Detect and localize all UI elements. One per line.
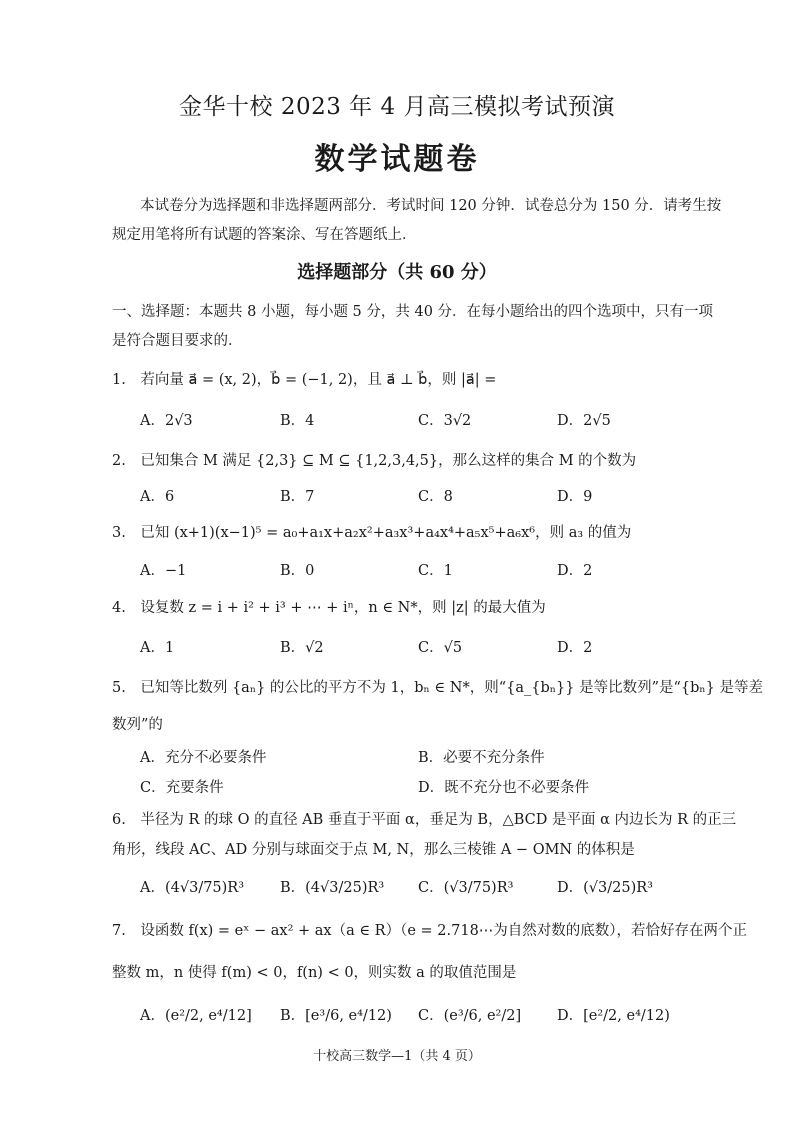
question-5-option-c: C．充要条件	[140, 780, 224, 796]
question-7-option-d: D．[e²/2, e⁴/12)	[557, 1008, 670, 1024]
question-7-option-c: C．(e³/6, e²/2]	[418, 1008, 522, 1024]
page-footer: 十校高三数学—1（共 4 页）	[313, 1049, 481, 1064]
question-5-option-d: D．既不充分也不必要条件	[418, 780, 590, 796]
question-2-option-a: A．6	[140, 489, 175, 505]
question-6-option-c: C．(√3/75)R³	[418, 880, 514, 896]
question-2-option-b: B．7	[280, 489, 315, 505]
question-1-option-d: D．2√5	[557, 413, 611, 429]
question-1-option-a: A．2√3	[140, 413, 193, 429]
question-3-stem: 3. 已知 (x+1)(x−1)⁵ = a₀+a₁x+a₂x²+a₃x³+a₄x⁴+a₅x⁵+a₆x⁶，则 a₃ 的值为	[112, 525, 632, 541]
exam-title: 金华十校 2023 年 4 月高三模拟考试预演	[179, 94, 615, 120]
question-3-option-a: A．−1	[140, 563, 187, 579]
question-6-option-b: B．(4√3/25)R³	[280, 880, 385, 896]
question-7-stem: 7. 设函数 f(x) = eˣ − ax² + ax（a ∈ R）（e = 2.718⋯为自然对数的底数），若恰好存在两个正	[112, 923, 748, 939]
question-2-option-d: D．9	[557, 489, 593, 505]
question-7-option-a: A．(e²/2, e⁴/12]	[140, 1008, 252, 1024]
question-2-stem: 2. 已知集合 M 满足 {2,3} ⊆ M ⊆ {1,2,3,4,5}，那么这样的集合 M 的个数为	[112, 453, 637, 469]
question-2-option-c: C．8	[418, 489, 453, 505]
question-6-stem: 6. 半径为 R 的球 O 的直径 AB 垂直于平面 α，垂足为 B，△BCD 是平面 α 内边长为 R 的正三	[112, 812, 737, 828]
question-4-option-c: C．√5	[418, 640, 463, 656]
question-5-option-b: B．必要不充分条件	[418, 750, 545, 766]
question-6-option-d: D．(√3/25)R³	[557, 880, 653, 896]
question-6-stem-continued: 角形，线段 AC、AD 分别与球面交于点 M, N，那么三棱锥 A − OMN 的体积是	[112, 842, 635, 858]
question-4-stem: 4. 设复数 z = i + i² + i³ + ⋯ + iⁿ，n ∈ N*，则 |z| 的最大值为	[112, 600, 546, 616]
question-4-option-d: D．2	[557, 640, 593, 656]
question-1-option-c: C．3√2	[418, 413, 472, 429]
question-4-option-a: A．1	[140, 640, 175, 656]
question-7-option-b: B．[e³/6, e⁴/12)	[280, 1008, 392, 1024]
question-1-option-b: B．4	[280, 413, 315, 429]
question-1-stem: 1. 若向量 a⃗ = (x, 2)，b⃗ = (−1, 2)，且 a⃗ ⊥ b⃗，则 |a⃗| =	[112, 372, 497, 388]
question-4-option-b: B．√2	[280, 640, 324, 656]
intro-line-2: 规定用笔将所有试题的答案涂、写在答题纸上．	[112, 227, 417, 243]
question-5-stem-continued: 数列”的	[112, 717, 163, 733]
question-3-option-b: B．0	[280, 563, 315, 579]
question-3-option-d: D．2	[557, 563, 593, 579]
question-3-option-c: C．1	[418, 563, 453, 579]
intro-line-1: 本试卷分为选择题和非选择题两部分．考试时间 120 分钟．试卷总分为 150 分．请考生按	[140, 198, 722, 214]
question-5-option-a: A．充分不必要条件	[140, 750, 267, 766]
part1-instruction-line-2: 是符合题目要求的．	[112, 333, 243, 349]
exam-subtitle: 数学试题卷	[314, 142, 480, 177]
question-6-option-a: A．(4√3/75)R³	[140, 880, 245, 896]
question-5-stem: 5. 已知等比数列 {aₙ} 的公比的平方不为 1，bₙ ∈ N*，则“{a_{bₙ}} 是等比数列”是“{bₙ} 是等差	[112, 680, 764, 696]
section-title: 选择题部分（共 60 分）	[297, 262, 497, 283]
question-7-stem-continued: 整数 m，n 使得 f(m) < 0，f(n) < 0，则实数 a 的取值范围是	[112, 965, 517, 981]
part1-instruction-line-1: 一、选择题：本题共 8 小题，每小题 5 分，共 40 分．在每小题给出的四个选项中，只有一项	[112, 304, 714, 320]
